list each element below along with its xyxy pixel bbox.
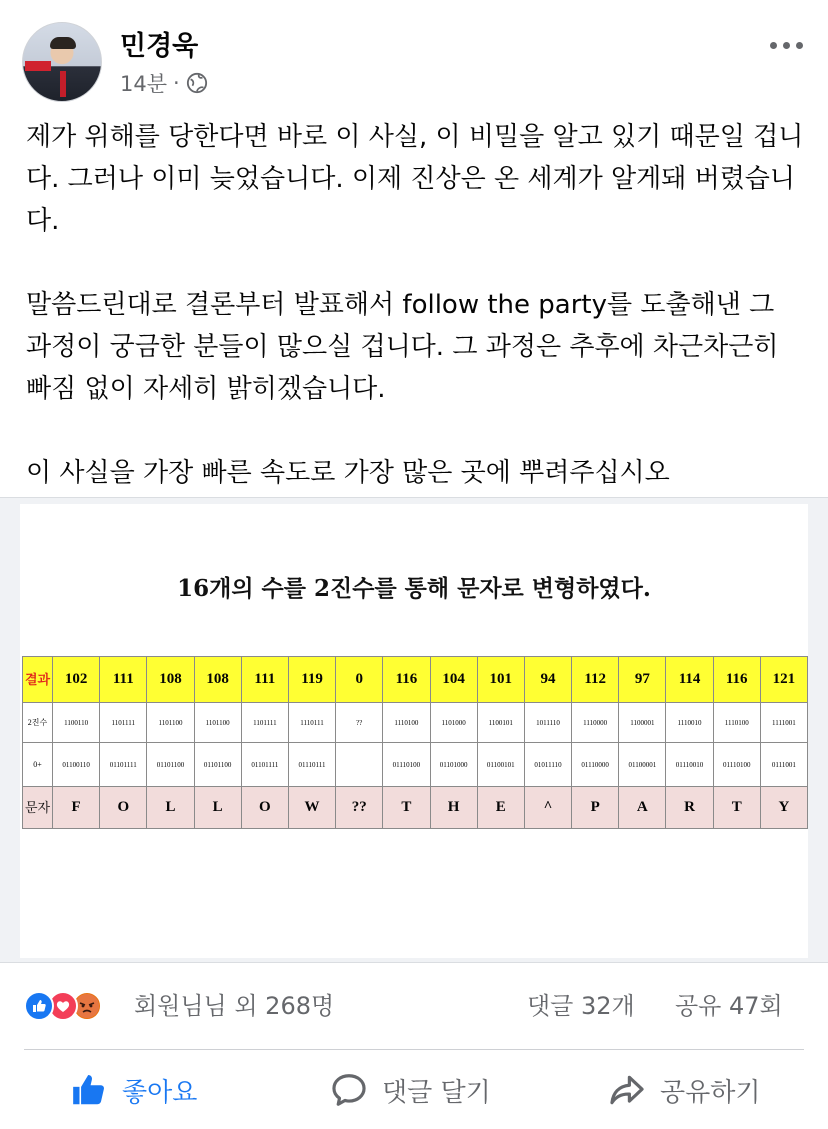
action-bar [0, 1056, 828, 1126]
table-row-result [23, 657, 808, 703]
cell-result: 111 [241, 657, 288, 703]
share-arrow-icon [608, 1071, 646, 1109]
cell-char: O [241, 787, 288, 829]
divider [24, 1049, 804, 1050]
cell-result: 0 [336, 657, 383, 703]
thumbs-up-icon [70, 1071, 108, 1109]
cell-char: H [430, 787, 477, 829]
cell-char: ?? [336, 787, 383, 829]
cell-char: T [713, 787, 760, 829]
post-body [26, 116, 806, 494]
cell-zero-padded [336, 743, 383, 787]
cell-binary: 1100001 [619, 703, 666, 743]
cell-binary: 1111001 [760, 703, 807, 743]
cell-zero-padded: 01101111 [241, 743, 288, 787]
cell-result: 104 [430, 657, 477, 703]
share-button[interactable] [608, 1068, 760, 1112]
cell-char: F [53, 787, 100, 829]
cell-result: 108 [194, 657, 241, 703]
cell-char: P [572, 787, 619, 829]
post-paragraph: 제가 위해를 당한다면 바로 이 사실, 이 비밀을 알고 있기 때문일 겁니다. 그러나 이미 늦었습니다. 이제 진상은 온 세계가 알게돼 버렸습니다. [26, 122, 804, 236]
more-dot [796, 42, 803, 49]
like-label: 좋아요 [122, 1077, 198, 1108]
cell-result: 102 [53, 657, 100, 703]
like-button[interactable] [70, 1068, 197, 1112]
cell-zero-padded: 01110100 [713, 743, 760, 787]
reaction-icons[interactable] [24, 988, 96, 1024]
cell-zero-padded: 01110100 [383, 743, 430, 787]
row-header-binary: 2진수 [23, 703, 53, 743]
share-label: 공유하기 [660, 1077, 761, 1108]
share-count[interactable]: 공유 47회 [675, 992, 783, 1020]
post-time[interactable]: 14분 [120, 72, 168, 96]
cell-binary: 1110111 [288, 703, 335, 743]
cell-char: E [477, 787, 524, 829]
cell-zero-padded: 01101100 [194, 743, 241, 787]
binary-table [22, 656, 808, 829]
cell-binary: ?? [336, 703, 383, 743]
comment-icon [330, 1071, 368, 1109]
cell-char: O [100, 787, 147, 829]
cell-char: L [147, 787, 194, 829]
cell-zero-padded: 01110010 [666, 743, 713, 787]
post-stats [0, 980, 828, 1032]
cell-char: L [194, 787, 241, 829]
post-header [0, 0, 828, 110]
avatar-hair [50, 37, 76, 49]
post-paragraph: 말씀드린대로 결론부터 발표해서 follow the party를 도출해낸 그 과정이 궁금한 분들이 많으실 겁니다. 그 과정은 추후에 차근차근히 빠짐 없이 자세히 밝히겠습니다. [26, 290, 787, 404]
cell-result: 97 [619, 657, 666, 703]
cell-result: 116 [713, 657, 760, 703]
globe-icon[interactable] [186, 72, 208, 94]
cell-zero-padded: 01101111 [100, 743, 147, 787]
meta-separator: · [173, 71, 180, 95]
cell-result: 101 [477, 657, 524, 703]
avatar-tie [60, 71, 66, 97]
row-header-char: 문자 [23, 787, 53, 829]
like-icon [24, 991, 54, 1021]
table-row-char [23, 787, 808, 829]
reaction-count[interactable]: 회원님님 외 268명 [134, 992, 335, 1020]
more-dot [783, 42, 790, 49]
author-name[interactable]: 민경욱 [120, 31, 199, 62]
cell-result: 112 [572, 657, 619, 703]
post-meta [120, 68, 208, 98]
table-row-zero-padded [23, 743, 808, 787]
cell-zero-padded: 01101100 [147, 743, 194, 787]
post-image[interactable] [0, 497, 828, 963]
cell-result: 121 [760, 657, 807, 703]
cell-binary: 1110010 [666, 703, 713, 743]
cell-zero-padded: 0111001 [760, 743, 807, 787]
cell-zero-padded: 01100001 [619, 743, 666, 787]
image-title: 16개의 수를 2진수를 통해 문자로 변형하였다. [177, 575, 651, 602]
comment-label: 댓글 달기 [382, 1077, 491, 1108]
cell-char: A [619, 787, 666, 829]
cell-zero-padded: 01101000 [430, 743, 477, 787]
more-dot [770, 42, 777, 49]
comment-count[interactable]: 댓글 32개 [527, 992, 635, 1020]
cell-binary: 1101100 [147, 703, 194, 743]
cell-binary: 1101100 [194, 703, 241, 743]
image-document [20, 504, 808, 958]
cell-char: R [666, 787, 713, 829]
table-row-binary [23, 703, 808, 743]
cell-result: 108 [147, 657, 194, 703]
cell-zero-padded: 01110000 [572, 743, 619, 787]
avatar-banner [25, 61, 51, 71]
row-header-zero-padded: 0+ [23, 743, 53, 787]
cell-binary: 1110100 [383, 703, 430, 743]
cell-binary: 1110000 [572, 703, 619, 743]
cell-result: 114 [666, 657, 713, 703]
cell-zero-padded: 01011110 [524, 743, 571, 787]
cell-binary: 1101111 [100, 703, 147, 743]
cell-result: 94 [524, 657, 571, 703]
cell-binary: 1110100 [713, 703, 760, 743]
cell-binary: 1100101 [477, 703, 524, 743]
cell-zero-padded: 01100101 [477, 743, 524, 787]
cell-char: Y [760, 787, 807, 829]
cell-result: 119 [288, 657, 335, 703]
cell-binary: 1011110 [524, 703, 571, 743]
cell-result: 111 [100, 657, 147, 703]
cell-binary: 1101000 [430, 703, 477, 743]
cell-binary: 1100110 [53, 703, 100, 743]
cell-result: 116 [383, 657, 430, 703]
cell-zero-padded: 01110111 [288, 743, 335, 787]
row-header-result: 결과 [23, 657, 53, 703]
cell-char: ^ [524, 787, 571, 829]
comment-button[interactable] [330, 1068, 491, 1112]
author-avatar[interactable] [22, 22, 102, 102]
cell-binary: 1101111 [241, 703, 288, 743]
post-paragraph: 이 사실을 가장 빠른 속도로 가장 많은 곳에 뿌려주십시오 [26, 458, 670, 488]
cell-zero-padded: 01100110 [53, 743, 100, 787]
more-horizontal-icon[interactable] [770, 38, 806, 52]
cell-char: T [383, 787, 430, 829]
cell-char: W [288, 787, 335, 829]
